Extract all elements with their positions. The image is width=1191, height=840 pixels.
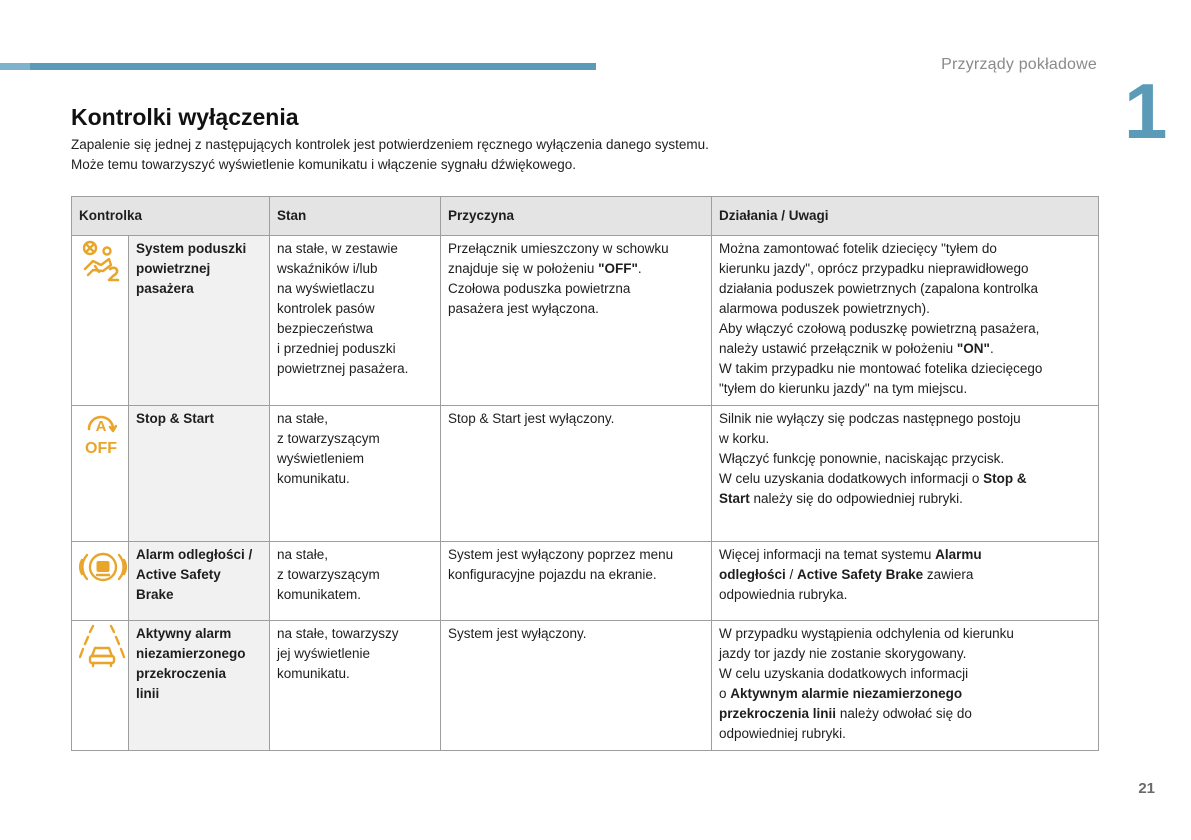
section-title: Przyrządy pokładowe <box>941 56 1097 73</box>
column-header-przyczyna: Przyczyna <box>441 197 712 236</box>
emphasis-text: Stop & Start <box>719 471 1027 506</box>
emphasis-text: Aktywnym alarmie niezamierzonego przekroczenia linii <box>719 686 963 721</box>
icon-cell <box>72 406 129 542</box>
chapter-number: 1 <box>1124 67 1168 155</box>
row-dzialania <box>712 406 1099 542</box>
row-name: Stop & Start <box>129 406 270 542</box>
row-name: Alarm odległości / Active Safety Brake <box>129 542 270 621</box>
table-header-row <box>72 197 1099 236</box>
stop-start-icon-label: OFF <box>85 440 117 457</box>
emphasis-text: Alarmu odległości <box>719 547 982 582</box>
text-run: należy się do odpowiedniej rubryki. <box>749 491 963 506</box>
icon-cell <box>72 236 129 406</box>
row-dzialania <box>712 621 1099 751</box>
row-name: System poduszki powietrznej pasażera <box>129 236 270 406</box>
row-przyczyna: System jest wyłączony. <box>441 621 712 751</box>
top-accent-bar <box>0 63 596 70</box>
table-row <box>72 621 1099 751</box>
row-stan: na stałe, towarzyszy jej wyświetlenie komunikatu. <box>270 621 441 751</box>
text-run: / <box>785 567 798 582</box>
page-number: 21 <box>1138 780 1155 797</box>
row-stan: na stałe, w zestawie wskaźników i/lub na wyświetlaczu kontrolek pasów bezpieczeństwa i przedniej poduszki powietrznej pasażera. <box>270 236 441 406</box>
warning-lights-table <box>71 196 1099 751</box>
intro-text <box>71 135 971 175</box>
text-run: Silnik nie wyłączy się podczas następnego postoju w korku. Włączyć funkcję ponownie, naciskając przycisk. W celu uzyskania dodatkowych informacji o <box>719 411 1021 486</box>
column-header-kontrolka: Kontrolka <box>72 197 270 236</box>
icon-cell <box>72 542 129 621</box>
row-name: Aktywny alarm niezamierzonego przekroczenia linii <box>129 621 270 751</box>
text-run: Więcej informacji na temat systemu <box>719 547 936 562</box>
emphasis-text: Active Safety Brake <box>797 567 924 582</box>
row-dzialania <box>712 236 1099 406</box>
text-run: . Czołowa poduszka powietrzna pasażera jest wyłączona. <box>448 261 642 316</box>
row-stan: na stałe, z towarzyszącym komunikatem. <box>270 542 441 621</box>
emphasis-text: "ON" <box>956 341 990 356</box>
intro-line-2: Może temu towarzyszyć wyświetlenie komunikatu i włączenie sygnału dźwiękowego. <box>71 157 576 172</box>
stop-start-off-icon <box>79 409 121 459</box>
row-przyczyna: System jest wyłączony poprzez menu konfiguracyjne pojazdu na ekranie. <box>441 542 712 621</box>
table-row <box>72 406 1099 542</box>
lane-departure-icon <box>79 624 121 668</box>
emphasis-text: "OFF" <box>598 261 638 276</box>
table-row <box>72 542 1099 621</box>
passenger-airbag-off-icon <box>79 239 121 283</box>
column-header-dzialania: Działania / Uwagi <box>712 197 1099 236</box>
row-przyczyna: Stop & Start jest wyłączony. <box>441 406 712 542</box>
page-title: Kontrolki wyłączenia <box>71 104 299 130</box>
row-dzialania <box>712 542 1099 621</box>
row-przyczyna <box>441 236 712 406</box>
top-accent-bar-cap <box>0 63 30 70</box>
text-run: zawiera odpowiednia rubryka. <box>719 567 974 602</box>
collision-alert-icon <box>79 545 121 589</box>
column-header-stan: Stan <box>270 197 441 236</box>
text-run: . W takim przypadku nie montować fotelika dziecięcego "tyłem do kierunku jazdy" na tym miejscu. <box>719 341 1043 396</box>
text-run: Przełącznik umieszczony w schowku znajduje się w położeniu <box>448 241 669 276</box>
text-run: W przypadku wystąpienia odchylenia od kierunku jazdy tor jazdy nie zostanie skorygowany. W celu uzyskania dodatkowych informacji o <box>719 626 1014 701</box>
table-row <box>72 236 1099 406</box>
row-stan: na stałe, z towarzyszącym wyświetleniem komunikatu. <box>270 406 441 542</box>
intro-line-1: Zapalenie się jednej z następujących kontrolek jest potwierdzeniem ręcznego wyłączenia danego systemu. <box>71 137 709 152</box>
stop-start-icon-letter: A <box>95 418 107 435</box>
text-run: należy odwołać się do odpowiedniej rubryki. <box>719 706 972 741</box>
text-run: Można zamontować fotelik dziecięcy "tyłem do kierunku jazdy", oprócz przypadku nieprawidłowego działania poduszek powietrznych (zapalona kontrolka alarmowa poduszek powietrznych). Aby włączyć czołową poduszkę powietrzną pasażera, należy ustawić przełącznik w położeniu <box>719 241 1040 356</box>
icon-cell <box>72 621 129 751</box>
